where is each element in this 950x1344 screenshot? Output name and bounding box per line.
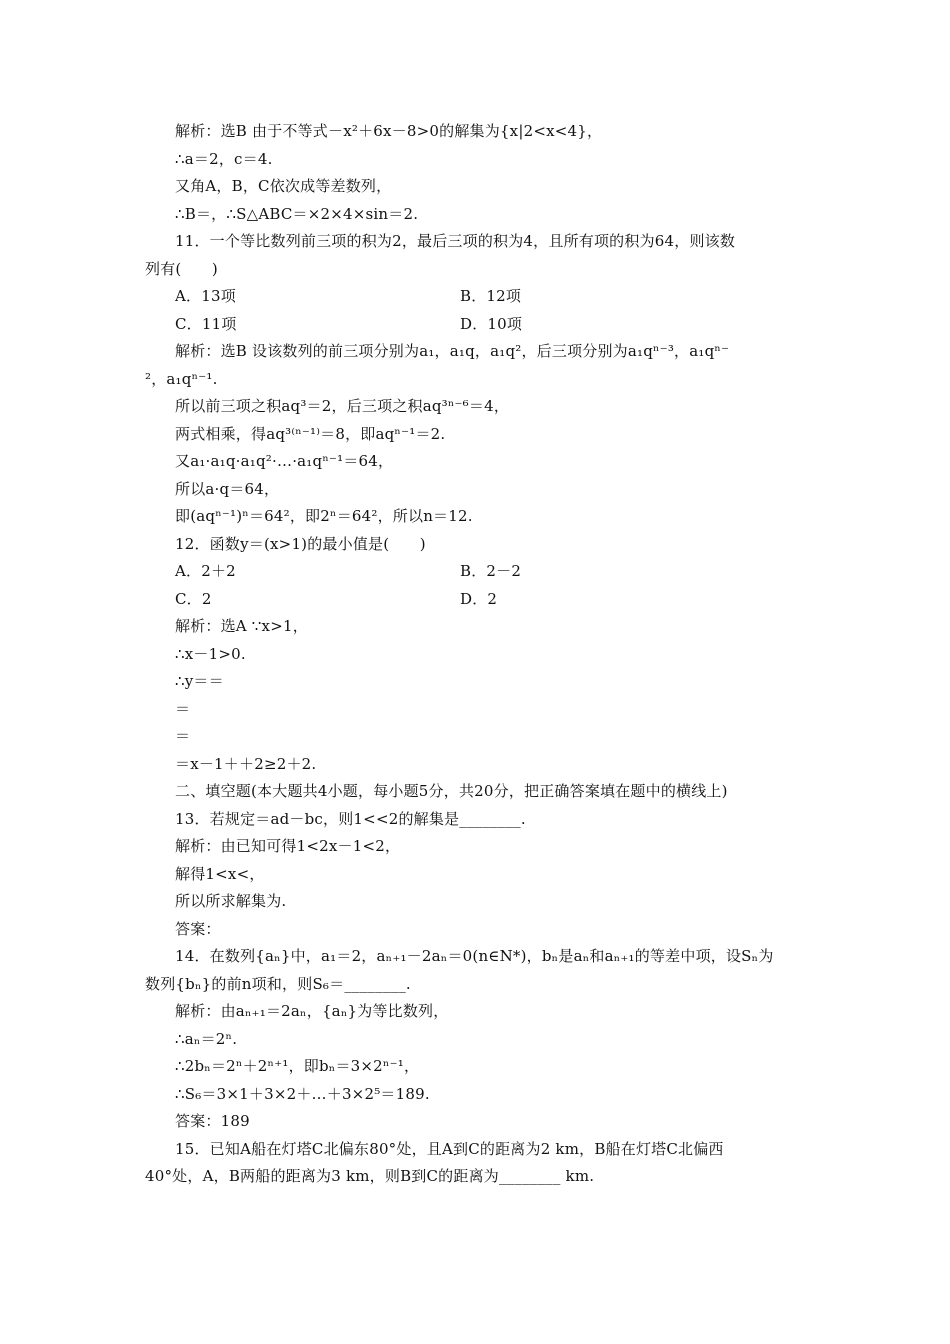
- text-line: 解析：由已知可得1<2x－1<2，: [175, 837, 401, 855]
- text-line: ∴y＝＝: [175, 672, 224, 690]
- answer-option: C．2: [175, 589, 212, 608]
- text-line: 解析：由aₙ₊₁＝2aₙ，{aₙ}为等比数列，: [175, 1002, 449, 1020]
- text-line: 二、填空题(本大题共4小题，每小题5分，共20分，把正确答案填在题中的横线上): [175, 782, 728, 800]
- text-line: 12．函数y＝(x>1)的最小值是( ): [175, 534, 426, 553]
- text-line: ∴S₆＝3×1＋3×2＋…＋3×2⁵＝189.: [175, 1084, 430, 1103]
- answer-option: B．12项: [460, 287, 522, 305]
- text-line: 又a₁·a₁q·a₁q²·…·a₁qⁿ⁻¹＝64，: [175, 452, 394, 470]
- text-line: 11．一个等比数列前三项的积为2，最后三项的积为4，且所有项的积为64，则该数: [175, 232, 736, 250]
- text-line: ＝: [175, 727, 191, 745]
- option-row: [0, 558, 950, 586]
- option-row: [0, 311, 950, 339]
- text-line: ²，a₁qⁿ⁻¹.: [145, 369, 218, 388]
- text-line: 所以前三项之积aq³＝2，后三项之积aq³ⁿ⁻⁶＝4，: [175, 397, 510, 415]
- text-line: 解析：选B 设该数列的前三项分别为a₁，a₁q，a₁q²，后三项分别为a₁qⁿ⁻³，a₁qⁿ⁻: [175, 342, 730, 360]
- text-line: ＝x－1＋＋2≥2＋2.: [175, 754, 317, 773]
- text-line: ∴x－1>0.: [175, 644, 246, 663]
- text-line: 所以所求解集为.: [175, 892, 287, 910]
- answer-option: A．13项: [175, 287, 236, 305]
- answer-option: C．11项: [175, 314, 237, 333]
- text-line: 所以a·q＝64，: [175, 479, 280, 498]
- text-line: 数列{bₙ}的前n项和，则S₆＝________.: [145, 974, 411, 993]
- text-line: 即(aqⁿ⁻¹)ⁿ＝64²，即2ⁿ＝64²，所以n＝12.: [175, 507, 473, 525]
- document-body: [0, 118, 950, 1191]
- text-line: 15．已知A船在灯塔C北偏东80°处，且A到C的距离为2 km，B船在灯塔C北偏西: [175, 1139, 724, 1158]
- text-line: 又角A，B，C依次成等差数列，: [175, 177, 392, 195]
- text-line: ∴a＝2，c＝4.: [175, 149, 273, 168]
- text-line: 两式相乘，得aq³⁽ⁿ⁻¹⁾＝8，即aqⁿ⁻¹＝2.: [175, 424, 446, 443]
- text-line: 列有( ): [145, 259, 218, 278]
- text-line: 13．若规定＝ad－bc，则1<<2的解集是________.: [175, 809, 526, 828]
- text-line: 解析：选A ∵x>1，: [175, 617, 308, 635]
- text-line: 14．在数列{aₙ}中，a₁＝2，aₙ₊₁－2aₙ＝0(n∈N*)，bₙ是aₙ和aₙ₊₁的等差中项，设Sₙ为: [175, 947, 774, 965]
- text-line: ∴2bₙ＝2ⁿ＋2ⁿ⁺¹，即bₙ＝3×2ⁿ⁻¹，: [175, 1057, 420, 1075]
- answer-option: D．10项: [460, 314, 523, 333]
- option-row: [0, 283, 950, 311]
- text-line: 答案：: [175, 919, 221, 938]
- text-line: ＝: [175, 699, 191, 718]
- text-line: ∴aₙ＝2ⁿ.: [175, 1029, 238, 1048]
- answer-option: A．2＋2: [175, 562, 236, 580]
- text-line: 解得1<x<，: [175, 864, 265, 883]
- text-line: 答案：189: [175, 1112, 250, 1130]
- answer-option: B．2－2: [460, 562, 522, 580]
- text-line: ∴B＝，∴S△ABC＝×2×4×sin＝2.: [175, 204, 419, 223]
- option-row: [0, 586, 950, 614]
- text-line: 40°处，A，B两船的距离为3 km，则B到C的距离为________ km.: [145, 1167, 595, 1185]
- text-line: 解析：选B 由于不等式－x²＋6x－8>0的解集为{x|2<x<4}，: [175, 122, 603, 140]
- answer-option: D．2: [460, 589, 498, 608]
